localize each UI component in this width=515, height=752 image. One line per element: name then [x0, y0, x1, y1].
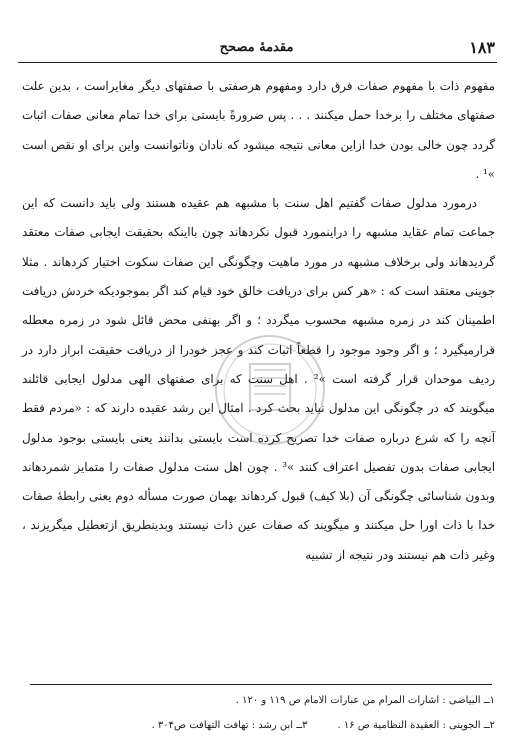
running-title: مقدمهٔ مصحح — [219, 40, 294, 55]
footnote-2: ۲ــ الجوینی : العقیدة النظامیة ص ۱۶ . — [337, 720, 495, 731]
footnote-divider — [30, 684, 492, 685]
page-header — [18, 34, 495, 64]
body-text — [22, 72, 495, 570]
paragraph: درمورد مدلول صفات گفتیم اهل سنت با مشبهه هم عقیده هستند ولی باید دانست که این جماعت تمام عقاید مشبهه را دراینمورد قبول نکردهاند چون بااینکه بحقیقت ایجابی صفات معتقد گردیدهاند ولی برخلاف مشبهه در مورد ماهیت وچگونگی این صفات سکوت اختیار کردهاند . مثلا جوینی معتقد است که : «هر کس برای دریافت خالق خود قیام کند اگر بموجودیکه خردش دریافت اطمینان کند در زمره مشبهه محسوب میگردد ؛ و اگر بهنفی محض قائل شود در زمره معطله قرارمیگیرد ؛ و اگر وجود موجود را قطعاً اثبات کند و عجز خودرا از دریافت حقیقت ابراز دارد در ردیف موحدان قرار گرفته است »² . اهل سنت که برای صفتهای الهی مدلول ایجابی قائلند میگویند که در چگونگی این مدلول نباید بحث کرد . امثال ابن رشد عقیده دارند که : «مردم فقط آنچه را که شرع درباره صفات خدا تصریح کرده است بایستی بدانند یعنی بایستی بوجود مدلول ایجابی صفات بدون تفصیل اعتراف کنند »³ . چون اهل سنت مدلول صفات را متمایز شمردهاند وبدون شناسائی چگونگی آن (بلا کیف) قبول کردهاند بهمان صورت مسأله دوم یعنی رابطهٔ صفات خدا با ذات اورا حل میکنند و میگویند که صفات عین ذات نیستند وبدینطریق ازتعطیل میگریزند ، وغیر ذات هم نیستند ودر نتیجه از تشبیه — [22, 196, 495, 562]
footnote-row — [22, 713, 495, 738]
paragraph: مفهوم ذات با مفهوم صفات فرق دارد ومفهوم هرصفتی با صفتهای دیگر مغایراست ، بدین علت صفتهای مختلف را برخدا حمل میکنند . . . پس ضرورةً بایستی برای خدا تمام معانی صفات اثبات گردد چون خالی بودن خدا ازاین معانی نتیجه میشود که نادان وناتوانست واین برای او نقص است »¹ . — [22, 79, 495, 181]
page-number: ۱۸۳ — [469, 38, 495, 57]
header-divider — [18, 62, 497, 63]
footnote-3: ۳ــ ابن رشد : تهافت التهافت ص۳۰۴ . — [151, 720, 308, 731]
footnote-1: ۱ــ البیاضی : اشارات المرام من عبارات الامام ص ۱۱۹ و ۱۲۰ . — [235, 695, 495, 706]
library-stamp-watermark — [210, 330, 330, 450]
footnotes — [22, 688, 495, 738]
